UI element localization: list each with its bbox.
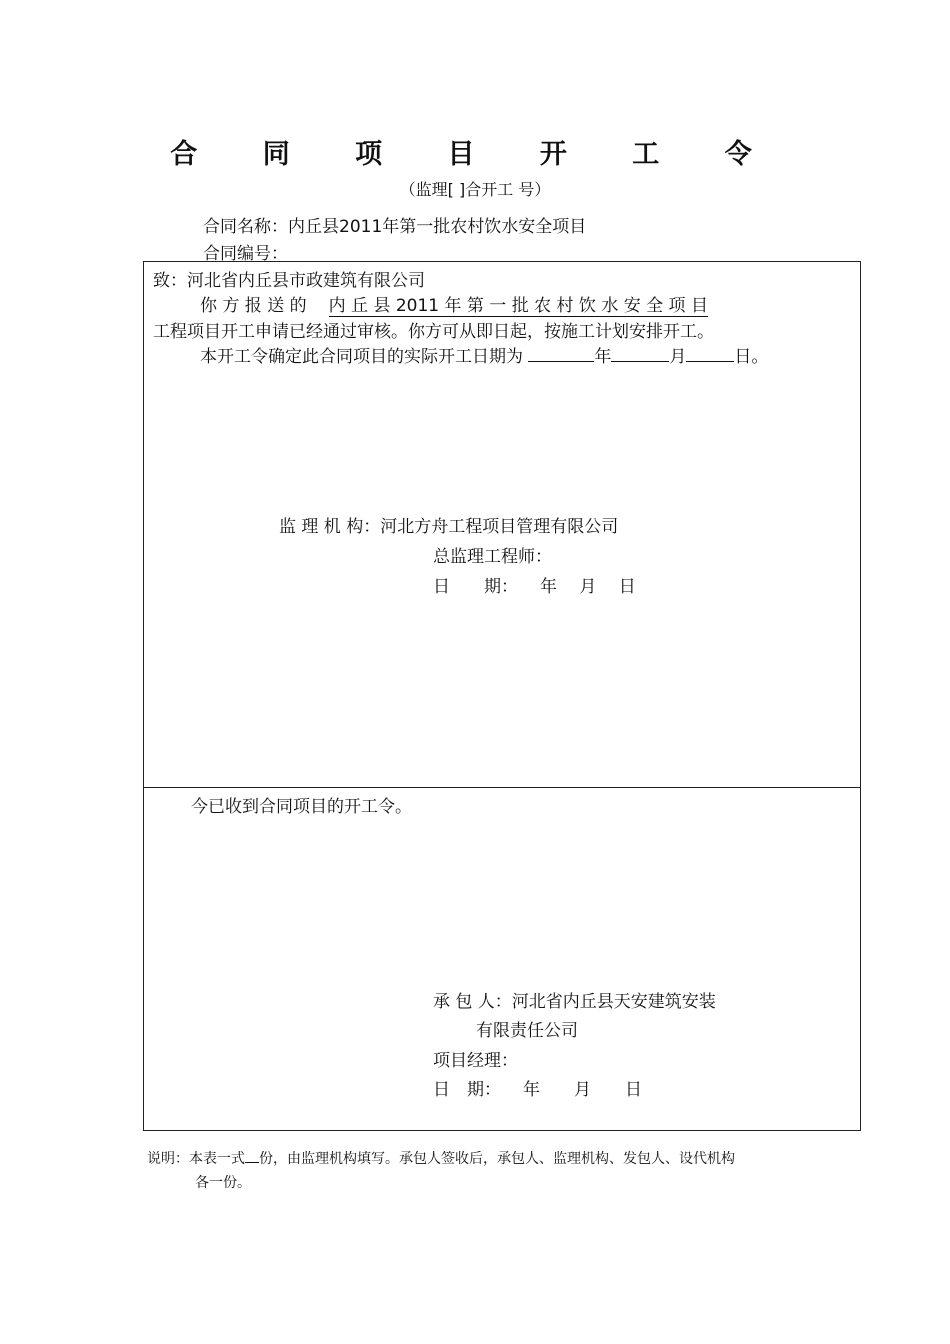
contractor-value-line-1: 河北省内丘县天安建筑安装 bbox=[511, 992, 716, 1012]
order-section bbox=[143, 261, 861, 788]
addressee-label: 致： bbox=[153, 271, 187, 291]
supervision-date-value: 年 月 日 bbox=[540, 577, 636, 597]
contract-name-label: 合同名称： bbox=[203, 217, 288, 237]
document-number: （监理[ ]合开工 号） bbox=[399, 180, 551, 199]
supervision-org-value: 河北方舟工程项目管理有限公司 bbox=[380, 517, 619, 537]
supervision-date-label: 日 期： bbox=[433, 577, 518, 597]
contractor bbox=[433, 987, 716, 1012]
start-date-text: 本开工令确定此合同项目的实际开工日期为 bbox=[200, 347, 523, 367]
receipt-section bbox=[143, 787, 861, 1131]
approval-prefix: 你 方 报 送 的 bbox=[200, 296, 307, 316]
supervision-date bbox=[433, 572, 636, 597]
copies-blank[interactable] bbox=[245, 1150, 259, 1163]
page-title: 合 同 项 目 开 工 令 bbox=[170, 139, 780, 170]
receipt-text: 今已收到合同项目的开工令。 bbox=[191, 797, 412, 817]
day-blank[interactable] bbox=[686, 346, 734, 362]
receipt-date-label: 日 期： bbox=[433, 1080, 501, 1100]
contract-name-value: 内丘县2011年第一批农村饮水安全项目 bbox=[288, 217, 587, 237]
approval-line-1 bbox=[200, 291, 708, 316]
contractor-label: 承 包 人： bbox=[433, 992, 512, 1012]
contract-name bbox=[203, 212, 586, 237]
contractor-value-line-2: 有限责任公司 bbox=[476, 1021, 578, 1041]
addressee-value: 河北省内丘县市政建筑有限公司 bbox=[187, 271, 425, 291]
notes-prefix: 说明：本表一式 bbox=[147, 1151, 245, 1167]
approval-line-2: 工程项目开工申请已经通过审核。你方可从即日起，按施工计划安排开工。 bbox=[153, 322, 714, 342]
month-unit: 月 bbox=[669, 347, 687, 367]
year-blank[interactable] bbox=[528, 346, 594, 362]
day-unit: 日。 bbox=[734, 347, 769, 367]
supervision-org-label: 监 理 机 构： bbox=[279, 517, 381, 537]
notes-line-1 bbox=[147, 1148, 735, 1168]
start-date-line bbox=[200, 342, 768, 367]
year-unit: 年 bbox=[594, 347, 612, 367]
addressee bbox=[153, 266, 425, 291]
notes-line-2: 各一份。 bbox=[195, 1175, 251, 1191]
project-name-underlined: 内 丘 县 2011 年 第 一 批 农 村 饮 水 安 全 项 目 bbox=[328, 296, 708, 316]
supervision-org bbox=[279, 512, 618, 537]
receipt-date-value: 年 月 日 bbox=[523, 1080, 642, 1100]
chief-engineer: 总监理工程师： bbox=[433, 547, 552, 567]
month-blank[interactable] bbox=[611, 346, 669, 362]
project-manager: 项目经理： bbox=[433, 1051, 518, 1071]
receipt-date bbox=[433, 1075, 642, 1100]
contract-number-label: 合同编号： bbox=[203, 244, 288, 264]
notes-body: 份，由监理机构填写。承包人签收后，承包人、监理机构、发包人、设代机构 bbox=[259, 1151, 735, 1167]
